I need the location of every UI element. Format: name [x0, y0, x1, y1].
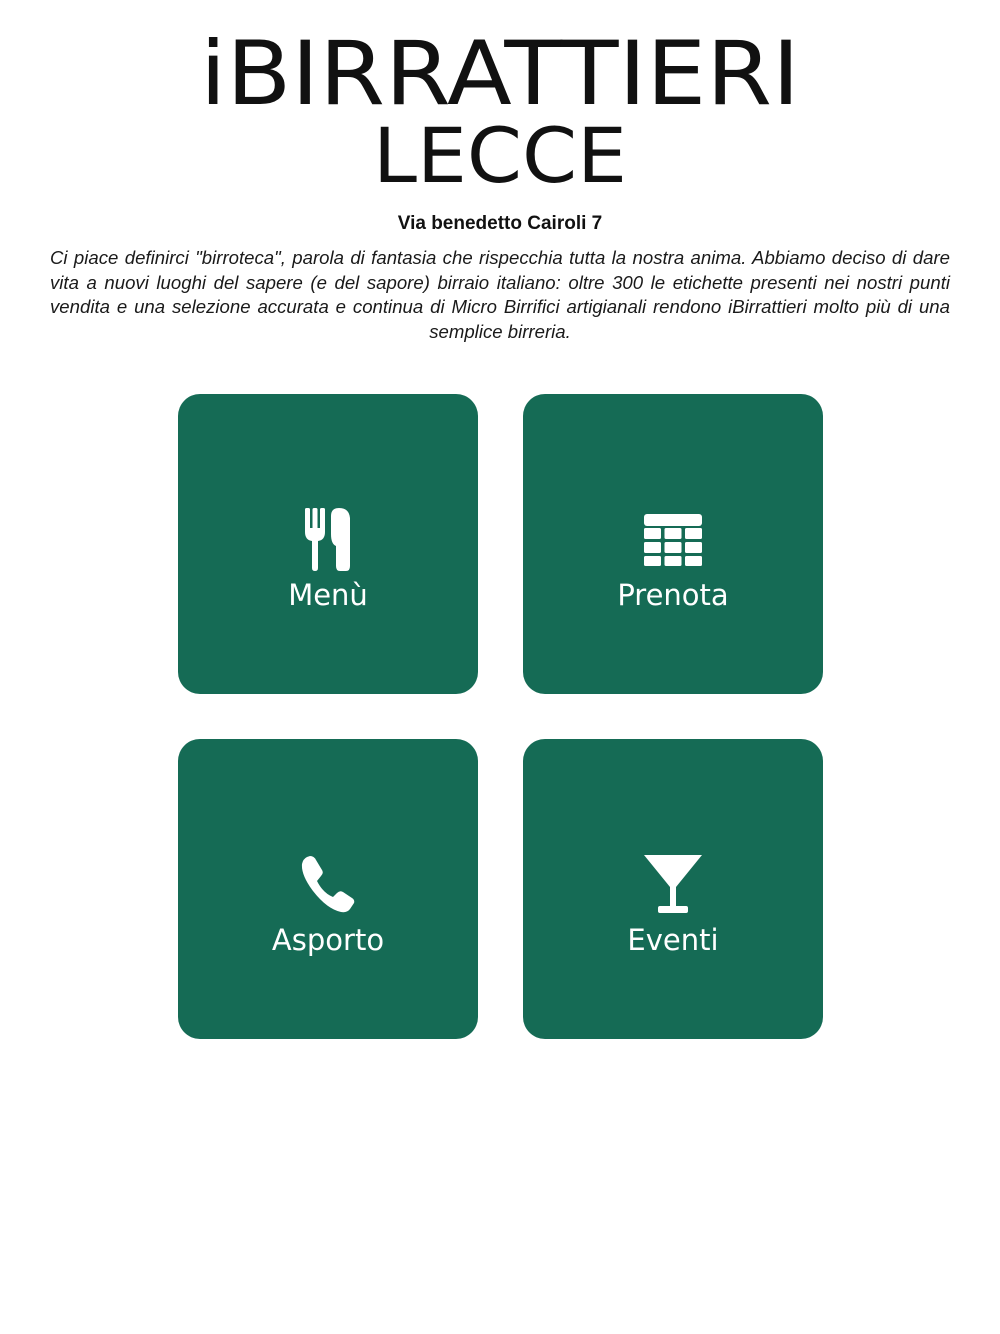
asporto-tile-button[interactable]: [178, 739, 478, 1039]
prenota-tile-button[interactable]: [523, 394, 823, 694]
restaurant-address: Via benedetto Cairoli 7: [397, 213, 603, 234]
logo-wordmark: iBIRRATTIERI: [200, 24, 800, 125]
asporto-tile-label: Asporto: [271, 923, 385, 957]
navigation-tiles: [178, 394, 823, 1039]
logo-subtitle: LECCE: [373, 111, 627, 186]
brand-logo-graphic: [190, 24, 810, 186]
fork-knife-icon: [293, 506, 363, 572]
calendar-table-icon: [638, 506, 708, 572]
cocktail-glass-icon: [638, 851, 708, 917]
eventi-tile-button[interactable]: [523, 739, 823, 1039]
brand-logo: [0, 24, 1000, 186]
prenota-tile-label: Prenota: [617, 578, 729, 612]
restaurant-description: Ci piace definirci "birroteca", parola di fantasia che rispecchia tutta la nostra anima. Abbiamo deciso di dare vita a nuovi luoghi del sapere (e del sapore) birraio italiano: oltre 300 le etichette presenti nei nostri punti vendita e una selezione accurata e continua di Micro Birrifici artigianali rendono iBirrattieri molto più di una semplice birreria.: [50, 247, 950, 342]
phone-icon: [293, 851, 363, 917]
menu-tile-label: Menù: [288, 578, 368, 612]
eventi-tile-label: Eventi: [627, 923, 719, 957]
menu-tile-button[interactable]: [178, 394, 478, 694]
